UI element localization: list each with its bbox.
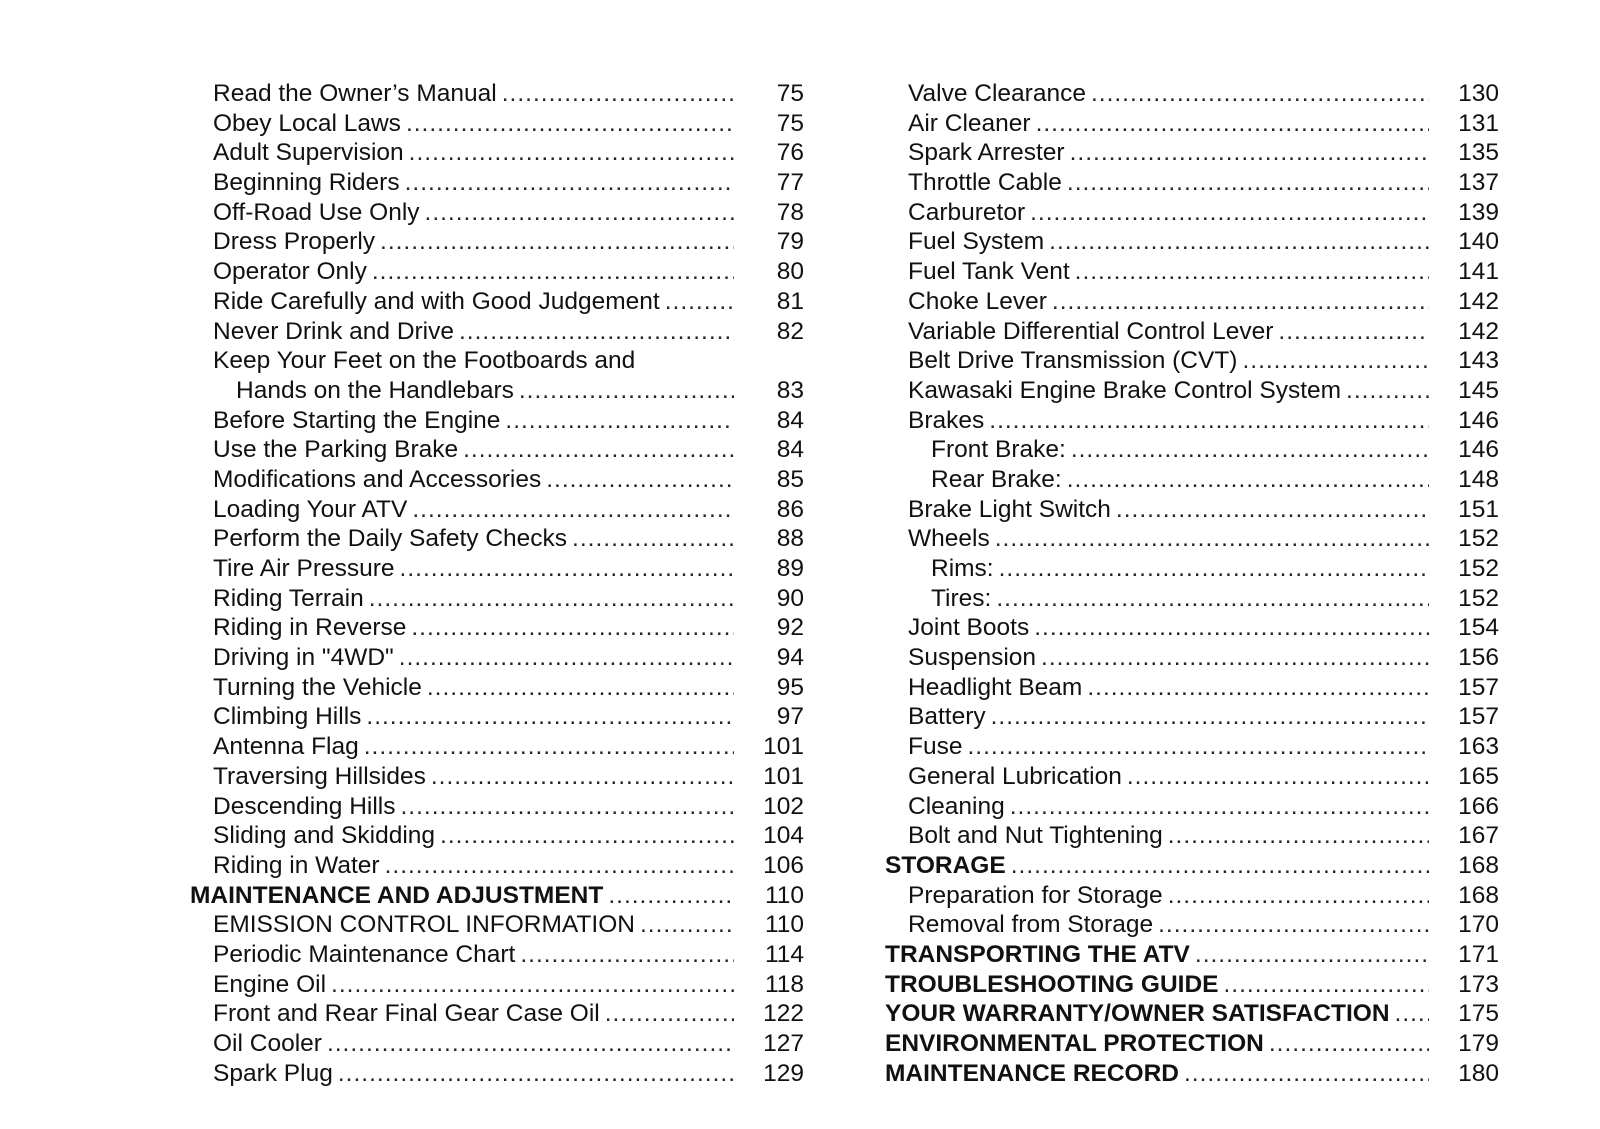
toc-dot-leader <box>459 317 734 347</box>
toc-dot-leader <box>967 732 1429 762</box>
toc-dot-leader <box>1278 317 1429 347</box>
toc-page-number: 81 <box>776 287 804 315</box>
toc-page-number: 101 <box>763 733 804 761</box>
toc-page-number: 79 <box>776 228 804 256</box>
toc-entry-air-cleaner <box>885 109 1499 139</box>
toc-dot-leader <box>1075 257 1429 287</box>
toc-page-number: 152 <box>1458 584 1499 612</box>
toc-entry-environmental-protection <box>885 1029 1499 1059</box>
toc-page-number: 145 <box>1458 376 1499 404</box>
toc-page-number: 137 <box>1458 169 1499 197</box>
toc-entry-rims <box>885 554 1499 584</box>
toc-entry-title: Brake Light Switch <box>908 495 1111 523</box>
toc-entry-title: Air Cleaner <box>908 109 1031 137</box>
toc-dot-leader <box>1269 1029 1429 1059</box>
toc-page-number: 83 <box>776 376 804 404</box>
toc-entry-title: Wheels <box>908 525 990 553</box>
toc-dot-leader <box>1346 376 1429 406</box>
toc-entry-tire-air-pressure <box>190 554 804 584</box>
toc-dot-leader <box>1067 465 1429 495</box>
toc-dot-leader <box>665 287 734 317</box>
toc-dot-leader <box>327 1029 734 1059</box>
toc-entry-hands-on-the-handlebars <box>190 376 804 406</box>
toc-page-number: 179 <box>1458 1030 1499 1057</box>
toc-entry-riding-terrain <box>190 584 804 614</box>
toc-dot-leader <box>1049 227 1429 257</box>
toc-entry-bolt-and-nut-tightening <box>885 821 1499 851</box>
toc-entry-read-the-owner-s-manual <box>190 79 804 109</box>
toc-entry-title: Perform the Daily Safety Checks <box>213 525 568 553</box>
toc-entry-loading-your-atv <box>190 495 804 525</box>
toc-dot-leader <box>380 227 734 257</box>
toc-entry-off-road-use-only <box>190 198 804 228</box>
toc-entry-descending-hills <box>190 792 804 822</box>
toc-dot-leader <box>608 881 734 911</box>
toc-entry-title: Battery <box>908 703 986 731</box>
toc-entry-riding-in-water <box>190 851 804 881</box>
toc-page-number: 180 <box>1458 1059 1499 1087</box>
toc-dot-leader <box>1087 673 1429 703</box>
toc-dot-leader <box>1052 287 1429 317</box>
toc-entry-title: Periodic Maintenance Chart <box>213 940 516 968</box>
toc-dot-leader <box>385 851 734 881</box>
toc-entry-title: Descending Hills <box>213 792 396 820</box>
toc-page-number: 168 <box>1458 881 1499 909</box>
toc-entry-title: Climbing Hills <box>213 703 362 731</box>
toc-entry-variable-differential-control-lever <box>885 317 1499 347</box>
toc-entry-title: Oil Cooler <box>213 1030 322 1057</box>
toc-entry-fuse <box>885 732 1499 762</box>
toc-dot-leader <box>369 584 734 614</box>
toc-dot-leader <box>572 524 734 554</box>
toc-entry-maintenance-record <box>885 1059 1499 1089</box>
toc-entry-title: EMISSION CONTROL INFORMATION <box>213 911 635 939</box>
toc-page-number: 173 <box>1458 970 1499 998</box>
toc-page-number: 171 <box>1458 940 1499 968</box>
toc-entry-title: Riding in Water <box>213 851 380 879</box>
toc-entry-title: Dress Properly <box>213 228 376 256</box>
toc-page-number: 102 <box>763 792 804 820</box>
toc-entry-traversing-hillsides <box>190 762 804 792</box>
toc-entry-title: Choke Lever <box>908 287 1047 315</box>
toc-entry-title: YOUR WARRANTY/OWNER SATISFACTION <box>885 1000 1390 1028</box>
toc-entry-transporting-the-atv <box>885 940 1499 970</box>
toc-entry-title: Rims: <box>931 555 994 582</box>
toc-page-number: 110 <box>764 911 804 939</box>
toc-entry-emission-control-information <box>190 910 804 940</box>
toc-page-number: 146 <box>1458 406 1499 434</box>
toc-entry-title: Beginning Riders <box>213 169 400 197</box>
toc-entry-never-drink-and-drive <box>190 317 804 347</box>
toc-page-number: 101 <box>763 762 804 790</box>
toc-entry-general-lubrication <box>885 762 1499 792</box>
toc-dot-leader <box>1184 1059 1429 1089</box>
toc-page-number: 152 <box>1458 555 1499 582</box>
toc-entry-title: Riding in Reverse <box>213 614 407 642</box>
toc-page-number: 76 <box>776 139 804 167</box>
toc-entry-adult-supervision <box>190 138 804 168</box>
toc-entry-joint-boots <box>885 613 1499 643</box>
toc-dot-leader <box>640 910 734 940</box>
toc-entry-title: Ride Carefully and with Good Judgement <box>213 287 660 315</box>
toc-page-number: 151 <box>1458 495 1499 523</box>
toc-page-number: 165 <box>1458 762 1499 790</box>
toc-dot-leader <box>1070 138 1429 168</box>
toc-entry-dress-properly <box>190 227 804 257</box>
toc-entry-title: Brakes <box>908 406 985 434</box>
toc-entry-carburetor <box>885 198 1499 228</box>
toc-dot-leader <box>991 702 1429 732</box>
toc-entry-title: Fuel Tank Vent <box>908 258 1070 286</box>
toc-entry-title: Sliding and Skidding <box>213 822 436 850</box>
toc-entry-storage <box>885 851 1499 881</box>
toc-dot-leader <box>502 79 734 109</box>
toc-dot-leader <box>400 792 734 822</box>
toc-dot-leader <box>1116 495 1429 525</box>
toc-dot-leader <box>338 1059 734 1089</box>
toc-entry-title: General Lubrication <box>908 762 1122 790</box>
toc-entry-title: Driving in "4WD" <box>213 644 394 672</box>
toc-page-number: 156 <box>1458 644 1499 672</box>
toc-entry-title: MAINTENANCE RECORD <box>885 1059 1179 1087</box>
toc-entry-preparation-for-storage <box>885 881 1499 911</box>
toc-page-number: 122 <box>763 1000 804 1028</box>
toc-entry-fuel-tank-vent <box>885 257 1499 287</box>
toc-dot-leader <box>372 257 734 287</box>
toc-dot-leader <box>1091 79 1429 109</box>
toc-entry-fuel-system <box>885 227 1499 257</box>
toc-entry-rear-brake <box>885 465 1499 495</box>
toc-dot-leader <box>995 524 1429 554</box>
toc-page-number: 106 <box>763 851 804 879</box>
toc-page-number: 157 <box>1458 703 1499 731</box>
toc-entry-title: Carburetor <box>908 198 1026 226</box>
toc-entry-title: Front Brake: <box>931 436 1066 464</box>
toc-entry-title: Preparation for Storage <box>908 881 1163 909</box>
toc-page-number: 78 <box>776 198 804 226</box>
toc-entry-title: Fuse <box>908 733 963 761</box>
toc-entry-title: Variable Differential Control Lever <box>908 317 1274 345</box>
toc-entry-beginning-riders <box>190 168 804 198</box>
toc-dot-leader <box>1242 346 1429 376</box>
toc-dot-leader <box>1034 613 1429 643</box>
toc-entry-troubleshooting-guide <box>885 970 1499 1000</box>
toc-entry-title: Use the Parking Brake <box>213 436 459 464</box>
toc-page-number: 175 <box>1458 1000 1499 1028</box>
toc-entry-obey-local-laws <box>190 109 804 139</box>
toc-entry-before-starting-the-engine <box>190 406 804 436</box>
toc-entry-tires <box>885 584 1499 614</box>
toc-entry-title: Obey Local Laws <box>213 109 401 137</box>
toc-dot-leader <box>989 406 1429 436</box>
toc-entry-title: Hands on the Handlebars <box>236 376 514 404</box>
toc-dot-leader <box>1011 851 1429 881</box>
toc-entry-title: Engine Oil <box>213 970 327 998</box>
toc-entry-title: Before Starting the Engine <box>213 406 501 434</box>
toc-dot-leader <box>996 584 1429 614</box>
toc-entry-spark-arrester <box>885 138 1499 168</box>
toc-dot-leader <box>520 940 734 970</box>
toc-entry-sliding-and-skidding <box>190 821 804 851</box>
toc-page-number: 95 <box>776 673 804 701</box>
toc-dot-leader <box>425 198 734 228</box>
toc-entry-driving-in-4wd <box>190 643 804 673</box>
toc-entry-title: Cleaning <box>908 792 1005 820</box>
toc-page-number: 114 <box>764 940 804 968</box>
toc-dot-leader <box>406 109 734 139</box>
toc-entry-modifications-and-accessories <box>190 465 804 495</box>
toc-entry-kawasaki-engine-brake-control-system <box>885 376 1499 406</box>
toc-page-number: 82 <box>776 317 804 345</box>
toc-dot-leader <box>1395 999 1429 1029</box>
toc-entry-suspension <box>885 643 1499 673</box>
toc-entry-ride-carefully-and-with-good-judgement <box>190 287 804 317</box>
toc-entry-choke-lever <box>885 287 1499 317</box>
toc-page-number: 89 <box>776 555 804 582</box>
toc-dot-leader <box>411 613 734 643</box>
toc-dot-leader <box>400 554 734 584</box>
toc-entry-title: Suspension <box>908 644 1037 672</box>
toc-entry-title: Modifications and Accessories <box>213 465 542 493</box>
toc-entry-oil-cooler <box>190 1029 804 1059</box>
toc-entry-headlight-beam <box>885 673 1499 703</box>
toc-page-number: 84 <box>776 436 804 464</box>
toc-page-number: 97 <box>776 703 804 731</box>
toc-entry-riding-in-reverse <box>190 613 804 643</box>
toc-dot-leader <box>1041 643 1429 673</box>
toc-dot-leader <box>519 376 734 406</box>
toc-entry-title: Spark Arrester <box>908 139 1065 167</box>
toc-page-number: 130 <box>1458 80 1499 107</box>
toc-page-number: 75 <box>776 109 804 137</box>
toc-entry-front-and-rear-final-gear-case-oil <box>190 999 804 1029</box>
toc-entry-battery <box>885 702 1499 732</box>
toc-right-column <box>885 79 1499 1088</box>
toc-page-number: 139 <box>1458 198 1499 226</box>
toc-dot-leader <box>1010 792 1429 822</box>
toc-entry-engine-oil <box>190 970 804 1000</box>
toc-entry-front-brake <box>885 435 1499 465</box>
toc-dot-leader <box>505 406 734 436</box>
toc-entry-title: Belt Drive Transmission (CVT) <box>908 347 1238 375</box>
toc-entry-title: Tire Air Pressure <box>213 555 395 582</box>
toc-page-number: 167 <box>1458 822 1499 850</box>
toc-entry-title: Loading Your ATV <box>213 495 408 523</box>
toc-entry-title: STORAGE <box>885 851 1006 879</box>
toc-page-number: 148 <box>1458 465 1499 493</box>
toc-entry-belt-drive-transmission-cvt <box>885 346 1499 376</box>
toc-entry-wheels <box>885 524 1499 554</box>
toc-entry-title: Read the Owner’s Manual <box>213 80 497 107</box>
toc-page-number: 118 <box>764 970 804 998</box>
toc-dot-leader <box>546 465 734 495</box>
toc-dot-leader <box>1036 109 1429 139</box>
toc-page-number: 77 <box>776 169 804 197</box>
toc-dot-leader <box>412 495 734 525</box>
toc-entry-title: Traversing Hillsides <box>213 762 426 790</box>
toc-entry-cleaning <box>885 792 1499 822</box>
toc-entry-title: Removal from Storage <box>908 911 1154 939</box>
toc-entry-turning-the-vehicle <box>190 673 804 703</box>
toc-page-number: 88 <box>776 525 804 553</box>
toc-dot-leader <box>1067 168 1429 198</box>
toc-entry-title: TROUBLESHOOTING GUIDE <box>885 970 1219 998</box>
toc-entry-title: Antenna Flag <box>213 733 359 761</box>
toc-entry-antenna-flag <box>190 732 804 762</box>
toc-entry-title: Never Drink and Drive <box>213 317 454 345</box>
toc-entry-title: Keep Your Feet on the Footboards and <box>213 347 636 375</box>
toc-entry-valve-clearance <box>885 79 1499 109</box>
toc-dot-leader <box>364 732 734 762</box>
toc-page-number: 92 <box>776 614 804 642</box>
toc-dot-leader <box>1127 762 1429 792</box>
toc-page-number: 170 <box>1458 911 1499 939</box>
toc-entry-title: ENVIRONMENTAL PROTECTION <box>885 1030 1264 1057</box>
toc-dot-leader <box>999 554 1429 584</box>
toc-dot-leader <box>605 999 734 1029</box>
toc-page-number: 104 <box>763 822 804 850</box>
toc-page-number: 90 <box>776 584 804 612</box>
toc-entry-spark-plug <box>190 1059 804 1089</box>
toc-entry-removal-from-storage <box>885 910 1499 940</box>
toc-entry-title: Rear Brake: <box>931 465 1062 493</box>
toc-entry-title: Off-Road Use Only <box>213 198 420 226</box>
toc-page-number: 94 <box>776 644 804 672</box>
toc-entry-title: Riding Terrain <box>213 584 364 612</box>
toc-dot-leader <box>405 168 734 198</box>
toc-entry-perform-the-daily-safety-checks <box>190 524 804 554</box>
toc-page-number: 127 <box>763 1030 804 1057</box>
toc-dot-leader <box>463 435 734 465</box>
toc-dot-leader <box>366 702 734 732</box>
toc-entry-throttle-cable <box>885 168 1499 198</box>
toc-page-number: 166 <box>1458 792 1499 820</box>
toc-page-number: 86 <box>776 495 804 523</box>
toc-dot-leader <box>431 762 734 792</box>
toc-page-number: 85 <box>776 465 804 493</box>
toc-entry-keep-your-feet-on-the-footboards-and <box>190 346 804 376</box>
toc-dot-leader <box>1195 940 1429 970</box>
toc-page-number: 135 <box>1458 139 1499 167</box>
toc-left-column <box>190 79 804 1088</box>
toc-page-number: 152 <box>1458 525 1499 553</box>
toc-entry-periodic-maintenance-chart <box>190 940 804 970</box>
toc-page-number: 168 <box>1458 851 1499 879</box>
toc-dot-leader <box>1158 910 1429 940</box>
toc-dot-leader <box>427 673 734 703</box>
toc-page-number: 131 <box>1458 109 1499 137</box>
toc-page-number: 157 <box>1458 673 1499 701</box>
toc-entry-use-the-parking-brake <box>190 435 804 465</box>
toc-dot-leader <box>1168 821 1429 851</box>
toc-page-number: 143 <box>1458 347 1499 375</box>
toc-page-number: 163 <box>1458 733 1499 761</box>
toc-dot-leader <box>409 138 734 168</box>
toc-page-number: 80 <box>776 258 804 286</box>
toc-page-number: 142 <box>1458 317 1499 345</box>
toc-dot-leader <box>399 643 734 673</box>
toc-page-number: 110 <box>764 881 804 909</box>
toc-entry-operator-only <box>190 257 804 287</box>
toc-entry-title: Headlight Beam <box>908 673 1083 701</box>
toc-entry-title: Kawasaki Engine Brake Control System <box>908 376 1342 404</box>
toc-dot-leader <box>1168 881 1429 911</box>
toc-page-number: 140 <box>1458 228 1499 256</box>
toc-entry-brakes <box>885 406 1499 436</box>
toc-entry-title: Tires: <box>931 584 992 612</box>
toc-entry-maintenance-and-adjustment <box>190 881 804 911</box>
toc-entry-brake-light-switch <box>885 495 1499 525</box>
toc-page-number: 129 <box>763 1059 804 1087</box>
toc-entry-title: Joint Boots <box>908 614 1030 642</box>
toc-entry-title: Bolt and Nut Tightening <box>908 822 1163 850</box>
toc-entry-title: Turning the Vehicle <box>213 673 422 701</box>
toc-page-number: 154 <box>1458 614 1499 642</box>
toc-entry-climbing-hills <box>190 702 804 732</box>
toc-entry-title: Operator Only <box>213 258 367 286</box>
toc-dot-leader <box>440 821 734 851</box>
toc-dot-leader <box>1071 435 1429 465</box>
toc-entry-title: TRANSPORTING THE ATV <box>885 940 1190 968</box>
toc-entry-title: MAINTENANCE AND ADJUSTMENT <box>190 881 604 909</box>
toc-entry-title: Front and Rear Final Gear Case Oil <box>213 1000 600 1028</box>
toc-dot-leader <box>331 970 734 1000</box>
toc-dot-leader <box>1223 970 1429 1000</box>
toc-page-number: 84 <box>776 406 804 434</box>
toc-page-number: 75 <box>776 80 804 107</box>
toc-page-number: 146 <box>1458 436 1499 464</box>
toc-entry-title: Spark Plug <box>213 1059 333 1087</box>
toc-dot-leader <box>1030 198 1429 228</box>
toc-entry-title: Throttle Cable <box>908 169 1062 197</box>
toc-page-number: 141 <box>1458 258 1499 286</box>
toc-entry-title: Valve Clearance <box>908 80 1086 107</box>
toc-page-number: 142 <box>1458 287 1499 315</box>
toc-entry-your-warranty-owner-satisfaction <box>885 999 1499 1029</box>
toc-entry-title: Fuel System <box>908 228 1045 256</box>
toc-entry-title: Adult Supervision <box>213 139 404 167</box>
